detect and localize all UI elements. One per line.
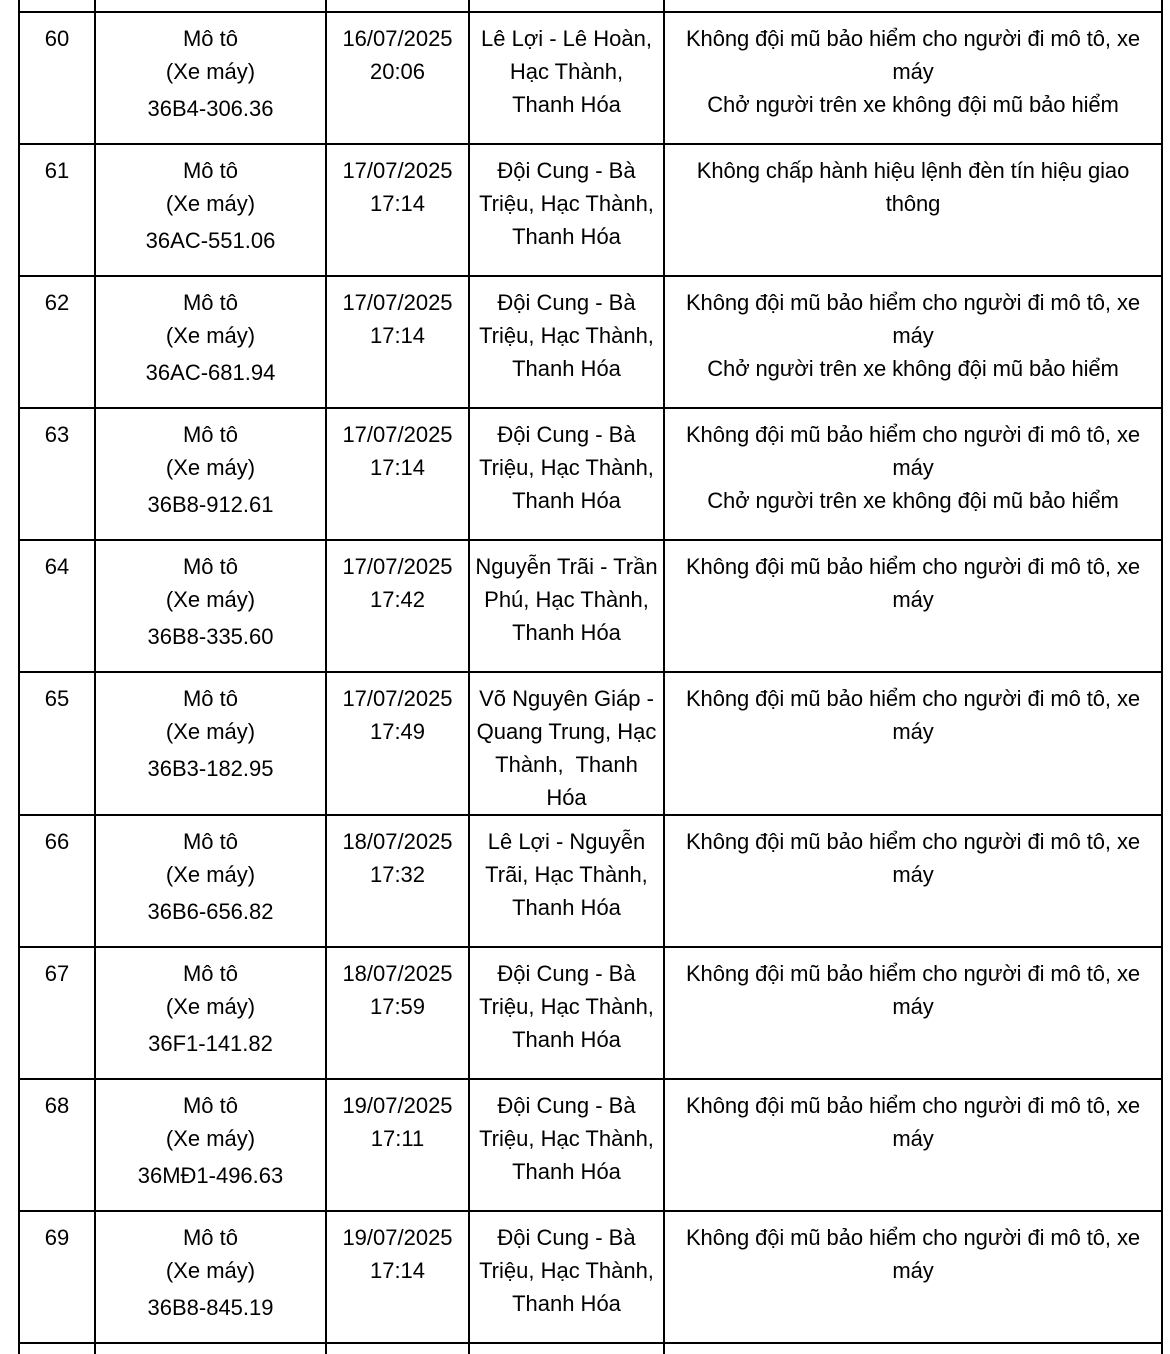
cell-index bbox=[19, 540, 95, 672]
violation-date: 18/07/2025 bbox=[342, 961, 453, 986]
partial-cell bbox=[326, 1343, 469, 1354]
vehicle-type: Mô tô bbox=[182, 961, 239, 986]
violation-text: Không đội mũ bảo hiểm cho người đi mô tô, xe máy bbox=[685, 829, 1140, 887]
location-line: Thanh Hóa bbox=[512, 356, 621, 381]
violation-text: Không đội mũ bảo hiểm cho người đi mô tô, xe máy bbox=[685, 1225, 1140, 1283]
cell-datetime bbox=[326, 1079, 469, 1211]
location-line: Thanh Hóa bbox=[512, 488, 621, 513]
cell-index bbox=[19, 1079, 95, 1211]
cell-violation bbox=[664, 144, 1162, 276]
location-line: Nguyễn Trãi - Trần bbox=[475, 554, 658, 579]
cell-datetime bbox=[326, 947, 469, 1079]
vehicle-subtype: (Xe máy) bbox=[165, 587, 256, 612]
location-line: Triệu, Hạc Thành, bbox=[479, 1126, 654, 1151]
cell-vehicle bbox=[95, 815, 326, 947]
partial-cell bbox=[19, 1343, 95, 1354]
cell-index bbox=[19, 947, 95, 1079]
violation-date: 18/07/2025 bbox=[342, 829, 453, 854]
location-line: Lê Lợi - Lê Hoàn, bbox=[481, 26, 652, 51]
violation-text: Không đội mũ bảo hiểm cho người đi mô tô, xe máy bbox=[685, 554, 1140, 612]
partial-cell bbox=[469, 1343, 664, 1354]
table-row bbox=[19, 947, 1162, 1079]
cell-vehicle bbox=[95, 947, 326, 1079]
location-line: Triệu, Hạc Thành, bbox=[479, 1258, 654, 1283]
violation-time: 17:32 bbox=[369, 862, 426, 887]
violation-date: 17/07/2025 bbox=[342, 290, 453, 315]
violation-text: Không chấp hành hiệu lệnh đèn tín hiệu giao thông bbox=[696, 158, 1130, 216]
location-line: Đội Cung - Bà bbox=[497, 1093, 636, 1118]
cell-location bbox=[469, 1079, 664, 1211]
row-number: 60 bbox=[44, 26, 70, 51]
row-number: 68 bbox=[44, 1093, 70, 1118]
location-line: Võ Nguyên Giáp - bbox=[479, 686, 654, 711]
cell-datetime bbox=[326, 408, 469, 540]
license-plate: 36B8-335.60 bbox=[147, 624, 274, 649]
table-row bbox=[19, 540, 1162, 672]
location-line: Triệu, Hạc Thành, bbox=[479, 994, 654, 1019]
vehicle-type: Mô tô bbox=[182, 290, 239, 315]
violation-text: Không đội mũ bảo hiểm cho người đi mô tô, xe máy bbox=[685, 290, 1140, 348]
table-row bbox=[19, 276, 1162, 408]
vehicle-subtype: (Xe máy) bbox=[165, 1126, 256, 1151]
license-plate: 36B3-182.95 bbox=[147, 756, 274, 781]
cell-index bbox=[19, 1211, 95, 1343]
cell-vehicle bbox=[95, 12, 326, 144]
row-number: 64 bbox=[44, 554, 70, 579]
violation-time: 17:11 bbox=[370, 1126, 425, 1151]
license-plate: 36B8-912.61 bbox=[147, 492, 274, 517]
location-line: Lê Lợi - Nguyễn bbox=[487, 829, 646, 854]
violation-text: Không đội mũ bảo hiểm cho người đi mô tô, xe máy bbox=[685, 686, 1140, 744]
violation-time: 17:14 bbox=[369, 323, 426, 348]
cell-location bbox=[469, 276, 664, 408]
cell-vehicle bbox=[95, 540, 326, 672]
cell-vehicle bbox=[95, 1211, 326, 1343]
cell-violation bbox=[664, 276, 1162, 408]
license-plate: 36AC-681.94 bbox=[145, 360, 276, 385]
violation-table bbox=[18, 0, 1163, 1354]
table-row bbox=[19, 408, 1162, 540]
cell-location bbox=[469, 672, 664, 815]
partial-cell bbox=[95, 0, 326, 12]
location-line: Hóa bbox=[546, 785, 587, 810]
row-number: 61 bbox=[44, 158, 70, 183]
violation-time: 17:14 bbox=[369, 1258, 426, 1283]
violation-time: 17:49 bbox=[369, 719, 426, 744]
cell-index bbox=[19, 276, 95, 408]
table-row bbox=[19, 1211, 1162, 1343]
vehicle-type: Mô tô bbox=[182, 422, 239, 447]
table-row bbox=[19, 144, 1162, 276]
row-number: 66 bbox=[44, 829, 70, 854]
vehicle-type: Mô tô bbox=[182, 26, 239, 51]
cell-datetime bbox=[326, 12, 469, 144]
violation-date: 17/07/2025 bbox=[342, 686, 453, 711]
cell-vehicle bbox=[95, 144, 326, 276]
location-line: Thanh Hóa bbox=[512, 1291, 621, 1316]
cell-violation bbox=[664, 1079, 1162, 1211]
partial-cell bbox=[664, 1343, 1162, 1354]
violation-text: Không đội mũ bảo hiểm cho người đi mô tô, xe máy bbox=[685, 26, 1140, 84]
cell-violation bbox=[664, 672, 1162, 815]
location-line: Triệu, Hạc Thành, bbox=[479, 191, 654, 216]
cell-datetime bbox=[326, 540, 469, 672]
cell-violation bbox=[664, 1211, 1162, 1343]
violation-time: 17:14 bbox=[369, 455, 426, 480]
cell-vehicle bbox=[95, 408, 326, 540]
row-number: 65 bbox=[44, 686, 70, 711]
cell-location bbox=[469, 540, 664, 672]
partial-cell bbox=[326, 0, 469, 12]
location-line: Thành, Thanh bbox=[495, 752, 638, 777]
vehicle-type: Mô tô bbox=[182, 1225, 239, 1250]
cell-vehicle bbox=[95, 276, 326, 408]
violation-date: 17/07/2025 bbox=[342, 422, 453, 447]
location-line: Thanh Hóa bbox=[512, 92, 621, 117]
location-line: Thanh Hóa bbox=[512, 895, 621, 920]
location-line: Thanh Hóa bbox=[512, 224, 621, 249]
license-plate: 36B4-306.36 bbox=[147, 96, 274, 121]
license-plate: 36B6-656.82 bbox=[147, 899, 274, 924]
license-plate: 36B8-845.19 bbox=[147, 1295, 274, 1320]
table-row bbox=[19, 12, 1162, 144]
violation-text: Không đội mũ bảo hiểm cho người đi mô tô, xe máy bbox=[685, 1093, 1140, 1151]
location-line: Đội Cung - Bà bbox=[497, 290, 636, 315]
vehicle-subtype: (Xe máy) bbox=[165, 1258, 256, 1283]
table-row bbox=[19, 815, 1162, 947]
license-plate: 36AC-551.06 bbox=[145, 228, 276, 253]
cell-datetime bbox=[326, 815, 469, 947]
vehicle-type: Mô tô bbox=[182, 686, 239, 711]
table-row bbox=[19, 1079, 1162, 1211]
violation-time: 20:06 bbox=[369, 59, 426, 84]
license-plate: 36F1-141.82 bbox=[148, 1031, 273, 1056]
partial-row-top bbox=[19, 0, 1162, 12]
vehicle-type: Mô tô bbox=[182, 554, 239, 579]
violation-time: 17:42 bbox=[369, 587, 426, 612]
location-line: Hạc Thành, bbox=[509, 59, 624, 84]
cell-location bbox=[469, 1211, 664, 1343]
vehicle-type: Mô tô bbox=[182, 829, 239, 854]
vehicle-subtype: (Xe máy) bbox=[165, 862, 256, 887]
cell-location bbox=[469, 408, 664, 540]
cell-location bbox=[469, 12, 664, 144]
row-number: 67 bbox=[44, 961, 70, 986]
cell-violation bbox=[664, 12, 1162, 144]
violation-text: Chở người trên xe không đội mũ bảo hiểm bbox=[707, 356, 1119, 381]
table-row bbox=[19, 672, 1162, 815]
cell-violation bbox=[664, 947, 1162, 1079]
cell-index bbox=[19, 815, 95, 947]
vehicle-subtype: (Xe máy) bbox=[165, 323, 256, 348]
location-line: Thanh Hóa bbox=[512, 620, 621, 645]
violation-date: 16/07/2025 bbox=[342, 26, 453, 51]
violation-date: 17/07/2025 bbox=[342, 554, 453, 579]
cell-index bbox=[19, 12, 95, 144]
cell-index bbox=[19, 672, 95, 815]
violation-date: 17/07/2025 bbox=[342, 158, 453, 183]
vehicle-subtype: (Xe máy) bbox=[165, 191, 256, 216]
cell-location bbox=[469, 815, 664, 947]
vehicle-type: Mô tô bbox=[182, 158, 239, 183]
violation-time: 17:59 bbox=[369, 994, 426, 1019]
partial-row-bottom bbox=[19, 1343, 1162, 1354]
partial-cell bbox=[664, 0, 1162, 12]
cell-vehicle bbox=[95, 1079, 326, 1211]
violation-text: Không đội mũ bảo hiểm cho người đi mô tô, xe máy bbox=[685, 422, 1140, 480]
vehicle-type: Mô tô bbox=[182, 1093, 239, 1118]
cell-datetime bbox=[326, 276, 469, 408]
cell-violation bbox=[664, 815, 1162, 947]
location-line: Đội Cung - Bà bbox=[497, 422, 636, 447]
location-line: Đội Cung - Bà bbox=[497, 961, 636, 986]
cell-location bbox=[469, 947, 664, 1079]
location-line: Đội Cung - Bà bbox=[497, 1225, 636, 1250]
location-line: Đội Cung - Bà bbox=[497, 158, 636, 183]
row-number: 63 bbox=[44, 422, 70, 447]
cell-violation bbox=[664, 408, 1162, 540]
cell-datetime bbox=[326, 1211, 469, 1343]
vehicle-subtype: (Xe máy) bbox=[165, 994, 256, 1019]
cell-index bbox=[19, 144, 95, 276]
license-plate: 36MĐ1-496.63 bbox=[137, 1163, 284, 1188]
location-line: Thanh Hóa bbox=[512, 1159, 621, 1184]
cell-datetime bbox=[326, 672, 469, 815]
violation-date: 19/07/2025 bbox=[342, 1225, 453, 1250]
cell-vehicle bbox=[95, 672, 326, 815]
location-line: Phú, Hạc Thành, bbox=[484, 587, 649, 612]
violation-text: Chở người trên xe không đội mũ bảo hiểm bbox=[707, 92, 1119, 117]
violation-date: 19/07/2025 bbox=[342, 1093, 453, 1118]
partial-cell bbox=[19, 0, 95, 12]
vehicle-subtype: (Xe máy) bbox=[165, 59, 256, 84]
row-number: 62 bbox=[44, 290, 70, 315]
cell-violation bbox=[664, 540, 1162, 672]
vehicle-subtype: (Xe máy) bbox=[165, 455, 256, 480]
location-line: Thanh Hóa bbox=[512, 1027, 621, 1052]
location-line: Triệu, Hạc Thành, bbox=[479, 323, 654, 348]
location-line: Trãi, Hạc Thành, bbox=[485, 862, 648, 887]
partial-cell bbox=[95, 1343, 326, 1354]
location-line: Quang Trung, Hạc bbox=[476, 719, 657, 744]
violation-time: 17:14 bbox=[369, 191, 426, 216]
violation-text: Không đội mũ bảo hiểm cho người đi mô tô, xe máy bbox=[685, 961, 1140, 1019]
cell-datetime bbox=[326, 144, 469, 276]
cell-location bbox=[469, 144, 664, 276]
location-line: Triệu, Hạc Thành, bbox=[479, 455, 654, 480]
cell-index bbox=[19, 408, 95, 540]
row-number: 69 bbox=[44, 1225, 70, 1250]
violation-text: Chở người trên xe không đội mũ bảo hiểm bbox=[707, 488, 1119, 513]
partial-cell bbox=[469, 0, 664, 12]
vehicle-subtype: (Xe máy) bbox=[165, 719, 256, 744]
